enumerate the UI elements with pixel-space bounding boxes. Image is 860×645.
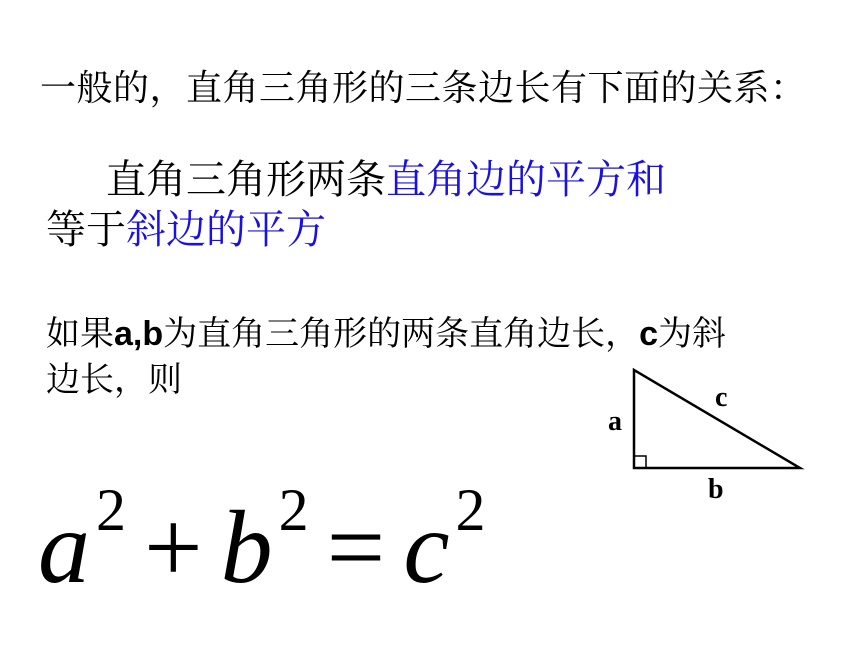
formula-exponent-a: 2 [96, 477, 126, 543]
theorem-line-2 [46, 198, 326, 255]
theorem-highlight-leg-squares: 直角边的平方和 [386, 157, 666, 203]
intro-text: 一般的，直角三角形的三条边长有下面的关系： [40, 68, 807, 109]
formula-equals: = [326, 490, 386, 605]
formula-var-c: c [403, 490, 450, 605]
theorem-highlight-hypotenuse-square: 斜边的平方 [126, 207, 326, 253]
condition-hyp-var: c [639, 315, 659, 353]
condition-line-1 [46, 306, 726, 355]
triangle-label-a: a [608, 406, 622, 437]
theorem-line-1 [106, 148, 666, 205]
triangle-label-c: c [715, 382, 728, 413]
condition-legs-vars: a,b [114, 315, 164, 353]
formula-var-b: b [220, 490, 273, 605]
triangle-label-b: b [708, 474, 724, 505]
theorem-text-black: 直角三角形两条 [106, 157, 386, 203]
theorem-text-equals: 等于 [46, 207, 126, 253]
formula-var-a: a [38, 490, 90, 605]
right-triangle-diagram [600, 360, 810, 510]
condition-line-2: 边长，则 [46, 360, 182, 400]
condition-legs-text: 为直角三角形的两条直角边长， [163, 314, 640, 354]
condition-if: 如果 [46, 314, 114, 354]
condition-hyp-text: 为斜 [658, 314, 727, 354]
right-angle-marker [634, 456, 646, 468]
formula-plus: + [144, 490, 203, 605]
formula-exponent-b: 2 [278, 477, 309, 543]
pythagorean-formula [38, 477, 486, 605]
formula-exponent-c: 2 [455, 477, 486, 543]
